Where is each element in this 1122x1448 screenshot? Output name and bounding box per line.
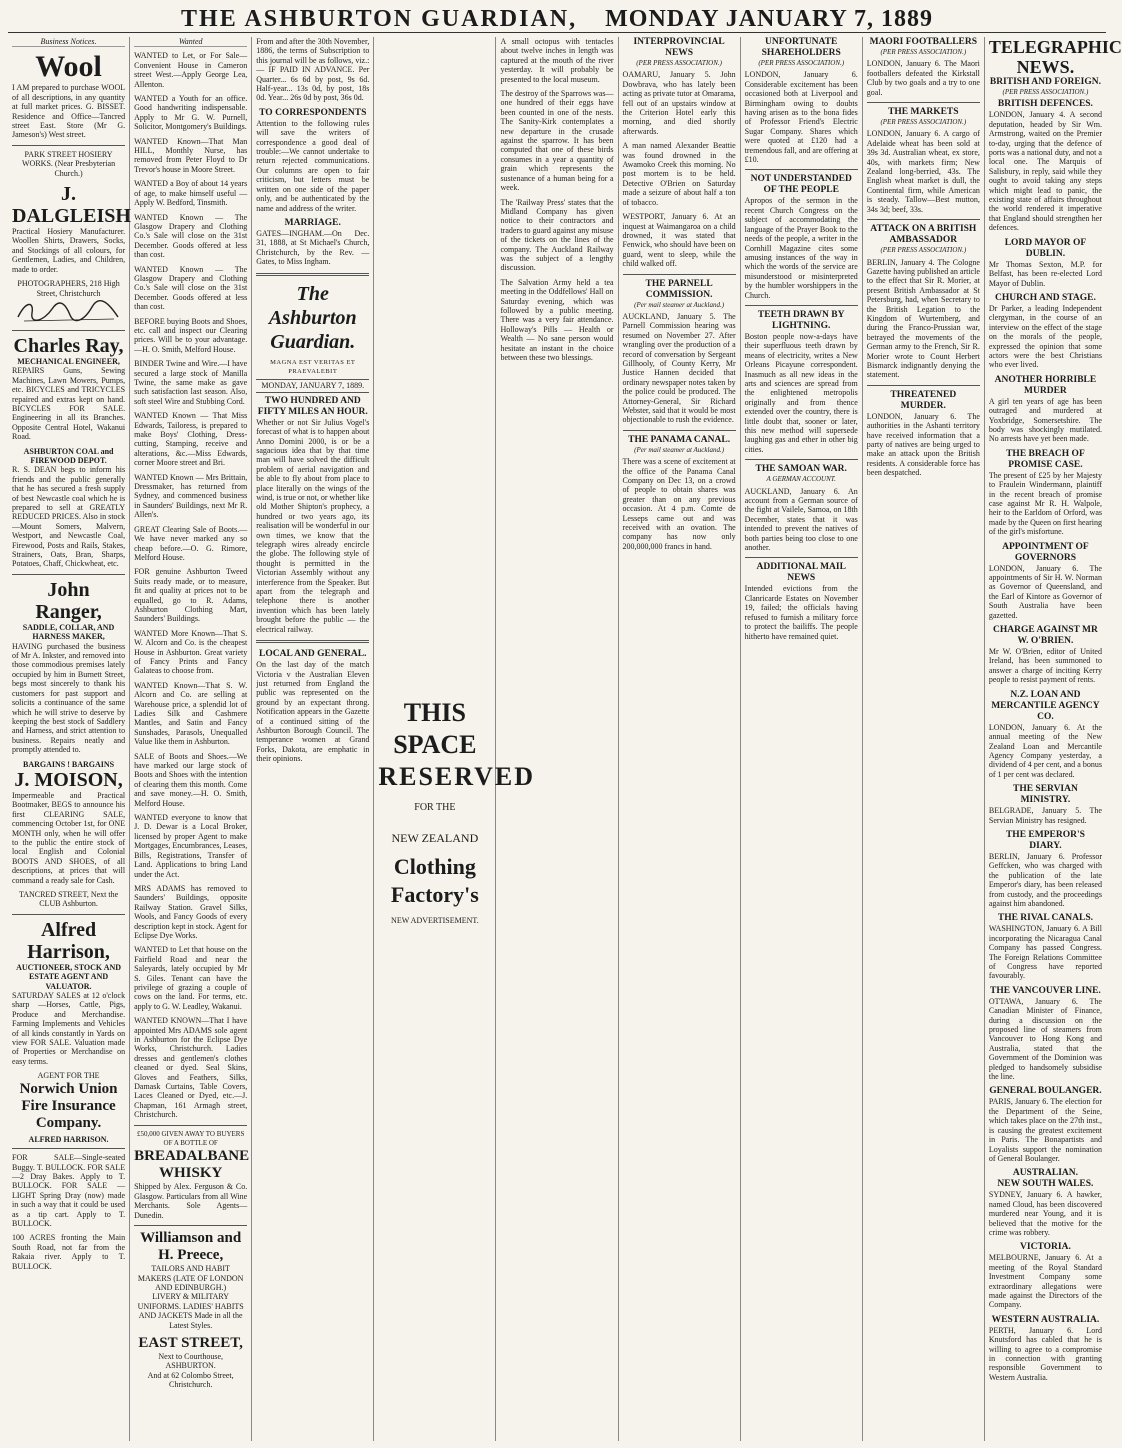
wanted-ad: MRS ADAMS has removed to Saunders' Buildings, opposite Railway Station. Gravel Silks, Wools, and Fancy Goods of every description kept in stock. Agent for Eclipse Dye Works.	[134, 883, 248, 940]
mayor-text: Mr Thomas Sexton, M.P. for Belfast, has been re-elected Lord Mayor of Dublin.	[988, 259, 1102, 288]
western-head: WESTERN AUSTRALIA.	[991, 1314, 1100, 1325]
whisky-ad: Shipped by Alex. Ferguson & Co. Glasgow. Particulars from all Wine Merchants. Sole Agents—Dunedin.	[134, 1182, 248, 1220]
column-9	[985, 37, 1122, 1441]
additional-text: Intended evictions from the Clanricarde Estates on November 19, failed; the officials having refused to furnish a military force to protect the bailiffs. The people hitherto have remained quiet.	[744, 584, 858, 641]
wanted-ad: WANTED Known—That Man HILL, Monthly Nurse, has removed from Peter Floyd to Dr Trevor's house in Moore Street.	[134, 136, 248, 174]
samoan-sub: A GERMAN ACCOUNT.	[766, 475, 836, 484]
divider	[134, 1225, 247, 1226]
ranger-name: John Ranger,	[35, 578, 102, 623]
reserved-line-3: FOR THE	[414, 802, 456, 813]
reserved-line-2: RESERVED	[378, 762, 536, 791]
local-text: On the last day of the match Victoria v the Australian Eleven just returned from England the public was represented on the ground by an expectant throng. Notification appears in the Gazette of a continued sitting of the Ashburton Borough Council. The temperance women at Grand Forks, Dakota, are emphatic in their opinions.	[256, 660, 370, 764]
wanted-ad: WANTED Known — That Miss Edwards, Tailoress, is prepared to make Boys' Clothing, Dress-cutting, Stamping, receive and alterations, &c.—Miss Edwards, corner Moore street and Bri.	[134, 411, 248, 468]
interprovincial-text: OAMARU, January 5. John Dowbrava, who has lately been acting as private tutor at Omarama, fell out of an upstairs window at the Criterion Hotel early this morning, and died shortly afterwards.	[622, 70, 736, 136]
wanted-ad: FOR genuine Ashburton Tweed Suits ready made, or to measure, fit and quality at prices not to be equalled, go to R. Adams, Ashburton Clothing Mart, Saunders' Buildings.	[134, 567, 248, 624]
harrison-footer: ALFRED HARRISON.	[28, 1134, 109, 1144]
wanted-ad: WANTED Known — Mrs Brittain, Dressmaker, has returned from Sydney, and commenced business in Saunders' Buildings, next Mr R. Allen's.	[134, 472, 248, 520]
sparrows-news: The destroy of the Sparrows was—one hundred of their eggs have been counted in one of the nests. The Sanity-Kirk contemplates a new departure in the crusade against the sparrow. It has been computed that one of these birds consumes in a year a quantity of grain which represents the sustenance of a human being for a week.	[500, 89, 614, 193]
wool-title: Wool	[35, 50, 102, 84]
threat-head: THREATENED MURDER.	[890, 389, 957, 411]
divider	[12, 1148, 125, 1149]
column-7	[741, 37, 863, 1441]
charge-head: CHARGE AGAINST MR W. O'BRIEN.	[992, 625, 1098, 647]
dalgleish-name: J. DALGLEISH	[12, 183, 131, 228]
divider	[12, 145, 125, 146]
paper-date: MONDAY, JANUARY 7, 1889.	[256, 379, 369, 392]
wanted-ad: WANTED More Known—That S. W. Alcorn and Co. is the cheapest House in Ashburton. Great variety of Fancy Prints and Fancy Galateas to choose from.	[134, 628, 248, 676]
diary-head: THE EMPEROR'S DIARY.	[1005, 829, 1085, 851]
divider	[12, 574, 125, 575]
masthead	[8, 6, 1106, 33]
wanted-ad: WANTED everyone to know that J. D. Dewar is a Local Broker, licensed by proper Agent to make Mortgages, Encumbrances, Leases, Bills, Registrations, Transfer of Land. Applications to bring Land under the Act.	[134, 813, 248, 879]
charge-text: Mr W. O'Brien, editor of United Ireland, has been summoned to answer a charge of inciting Kerry people to resist payment of rents.	[988, 647, 1102, 685]
attack-head: ATTACK ON A BRITISH AMBASSADOR	[870, 224, 977, 246]
wanted-ad: WANTED Known — The Glasgow Drapery and Clothing Co.'s Sale will close on the 31st December. Goods offered at less than cost.	[134, 212, 248, 260]
markets-sub: (PER PRESS ASSOCIATION.)	[880, 118, 967, 127]
photographers-ad: PHOTOGRAPHERS, 218 High Street, Christchurch	[17, 279, 120, 298]
divider	[867, 385, 980, 386]
ranger-ad: HAVING purchased the business of Mr A. Inkster, and removed into those commodious premises lately occupied by him in Burnett Street, begs most sincerely to thank his customers for past support and solicits a continuance of the same which he will strive to deserve by keeping the best stock of Saddlery and Harness, and strict attention to business. Repairs neatly and promptly attended to.	[12, 641, 126, 755]
western-text: PERTH, January 6. Lord Knutsford has cabled that he is willing to agree to a compromise in connection with granting responsible Government to Western Australia.	[988, 1325, 1102, 1382]
nsw-text: SYDNEY, January 6. A hawker, named Cloud, has been discovered murdered near Young, and it is believed that the motive for the crime was robbery.	[988, 1190, 1102, 1237]
column-header: Business Notices.	[12, 37, 125, 47]
telegraphic-title: TELEGRAPHIC NEWS.	[988, 37, 1122, 77]
vancouver-text: OTTAWA, January 6. The Canadian Minister of Finance, during a discussion on the proposed line of steamers from Vancouver to Hong Kong and Australia, stated that the Government of the Dominion was pledged to handsomely subsidise the line.	[988, 996, 1102, 1082]
ray-name: Charles Ray,	[13, 334, 124, 357]
servian-head: THE SERVIAN MINISTRY.	[1012, 784, 1078, 806]
divider	[134, 1125, 247, 1126]
coal-head: ASHBURTON COAL and FIREWOOD DEPOT.	[23, 446, 114, 465]
parnell-text: AUCKLAND, January 5. The Parnell Commission hearing was resumed on November 27. After wrangling over the production of a record of conversation by Sergeant Gillhooly, of County Kerry, Mr Justice Hannen decided that ordinary newspaper notes taken by the police could be produced. The Attorney-General, Sir Richard Webster, said that it would be most objectionable to rush the evidence.	[622, 311, 736, 425]
column-8	[863, 37, 985, 1441]
football-text: LONDON, January 6. The Maori footballers defeated the Kirkstall Club by two goals and a try to one goal.	[866, 59, 980, 97]
divider	[745, 459, 858, 460]
divider	[256, 640, 369, 643]
canals-head: THE RIVAL CANALS.	[997, 913, 1093, 924]
parnell-sub: (Per mail steamer at Auckland.)	[634, 300, 725, 309]
divider	[745, 169, 858, 170]
panama-text: There was a scene of excitement at the office of the Panama Canal Company on Dec 13, on a crowd of people to obtain shares was greater than on any previous occasion. At 4 p.m. Comte de Lesseps came out and was received with an ovation. The company has now only 200,000,000 francs in hand.	[622, 457, 736, 551]
ranger-trade: SADDLE, COLLAR, AND HARNESS MAKER,	[22, 622, 115, 642]
harrison-ad: SATURDAY SALES at 12 o'clock sharp —Horses, Cattle, Pigs, Produce and Merchandise. Farming Implements and Vehicles of all kinds constantly in Yards on view FOR SALE. Valuation made of Properties or Merchandise on easy terms.	[12, 991, 126, 1066]
williamson-trade: TAILORS AND HABIT MAKERS (LATE OF LONDON AND EDINBURGH.)	[137, 1264, 244, 1292]
moison-ad: Impermeable and Practical Bootmaker, BEGS to announce his first CLEARING SALE, commencing October 1st, for ONE MONTH only, when he will offer to the public the entire stock of local English and Colonial BOOTS AND SHOES, of all descriptions, at prices that will command a ready sale for Cash.	[12, 790, 126, 885]
column-4	[374, 37, 536, 1441]
governors-head: APPOINTMENT OF GOVERNORS	[1002, 541, 1089, 563]
divider	[623, 430, 736, 431]
australian-head: AUSTRALIAN.	[1012, 1168, 1079, 1179]
hosiery-head: PARK STREET HOSIERY WORKS. (Near Presbyterian Church.)	[22, 149, 116, 178]
railway-news: The 'Railway Press' states that the Midland Company has given notice to their contractors and traders to guard against any misuse of the tickets on the lines of the company. The Auckland Railway was the subject of a lengthy discussion.	[500, 197, 614, 273]
divider	[745, 305, 858, 306]
williamson-ad: LIVERY & MILITARY UNIFORMS. LADIES' HABITS AND JACKETS Made in all the Latest Styles.	[137, 1292, 244, 1330]
wanted-ad: WANTED to Let, or For Sale—Convenient House in Cameron street West.—Apply George Lea, Allenton.	[134, 51, 248, 89]
column-1	[8, 37, 130, 1441]
wanted-ad: WANTED a Boy of about 14 years of age, to make himself useful — Apply W. Bedford, Tinsmith.	[134, 179, 248, 208]
telegraphic-press: (PER PRESS ASSOCIATION.)	[1002, 88, 1089, 96]
column-header: Wanted	[134, 37, 247, 47]
murder-head: ANOTHER HORRIBLE MURDER	[994, 374, 1097, 396]
paper-name: The Ashburton Guardian.	[268, 282, 357, 353]
reserved-line-4: NEW ZEALAND	[391, 831, 479, 845]
divider	[12, 330, 125, 331]
agent-head: AGENT FOR THE	[37, 1071, 100, 1081]
wanted-ad: BEFORE buying Boots and Shoes, etc. call and inspect our Clearing prices. Will be to your advantage.—H. O. Smith, Melford House.	[134, 316, 248, 354]
teeth-head: TEETH DRAWN BY LIGHTNING.	[757, 309, 845, 331]
columns	[8, 37, 1122, 1441]
attack-text: BERLIN, January 4. The Cologne Gazette having published an article to the effect that Sir R. Morier, at present British Ambassador at St Petersburg, had, when Secretary to the British Legation to the Kingdom of Wurtemberg, and during the Franco-Prussian war, betrayed the movements of the German army to the French, Sir R. Morier wrote to Count Herbert Bismarck indignantly denying the statement.	[866, 257, 980, 380]
victoria-text: MELBOURNE, January 6. At a meeting of the Royal Standard Investment Company some extraordinary allegations were made against the Directors of the Company.	[988, 1253, 1102, 1310]
murder-text: A girl ten years of age has been outraged and murdered at Yoxbridge, Somersetshire. The body was shockingly mutilated. No arrests have yet been made.	[988, 396, 1102, 444]
divider	[867, 102, 980, 103]
subscription-terms: From and after the 30th November, 1886, the terms of Subscription to this journal will be as follows, viz.:— IF PAID IN ADVANCE. Per Quarter... 6s 6d by post, 9s 6d. Half-year... 13s 0d, by post, 18s 0d. Year... 26s 0d by post, 36s 0d.	[256, 37, 370, 103]
canals-text: WASHINGTON, January 6. A Bill incorporating the Nicaragua Canal Company has passed Congress. The Foreign Relations Committee of Congress have reported favourably.	[988, 924, 1102, 981]
telegraphic-sub: BRITISH AND FOREIGN.	[989, 77, 1101, 87]
governors-text: LONDON, January 6. The appointments of Sir H. W. Norman as Governor of Queensland, and the Earl of Kintore as Governor of South Australia have been gazetted.	[988, 563, 1102, 620]
east-street: EAST STREET,	[138, 1334, 243, 1351]
williamson-name: Williamson and H. Preece,	[140, 1230, 242, 1264]
dalgleish-ad: Practical Hosiery Manufacturer. Woollen Shirts, Drawers, Socks, and Stockings of all colours, for Gentlemen, Ladies, and Children, made to order.	[12, 227, 126, 274]
norwich-name: Norwich Union Fire Insurance Company.	[19, 1080, 118, 1131]
boulanger-head: GENERAL BOULANGER.	[989, 1086, 1102, 1097]
interprovincial-text: WESTPORT, January 6. At an inquest at Waimangaroa on a child drowned, it was stated that Fenwick, who should have been on guard, went to sleep, while the child walked off.	[622, 212, 736, 269]
defences-text: LONDON, January 4. A second deputation, headed by Sir Wm. Armstrong, waited on the Premier to-day, urging that the defence of ports was a national duty, and not a local one. The Marquis of Salisbury, in reply, said while they ought to avoid taking any steps which might lead to panic, the existing state of affairs throughout the world rendered it imperative that England should strengthen her defences.	[988, 110, 1102, 233]
nsw-head: NEW SOUTH WALES.	[997, 1179, 1094, 1190]
additional-head: ADDITIONAL MAIL NEWS	[756, 562, 846, 584]
wanted-ad: GREAT Clearing Sale of Boots.—We have never marked any so cheap before.—O. G. Rimore, Melford House.	[134, 524, 248, 562]
samoan-text: AUCKLAND, January 6. An account from a German source of the fight at Vailele, Samoa, on 18th December, states that it was intended to prevent the natives of both parties being too close to one another.	[744, 486, 858, 553]
church-text: Dr Parker, a leading Independent clergyman, in the course of an interview on the effect of the stage on the morals of the people, expressed the opinion that some actors were the best Christians who ever lived.	[988, 303, 1102, 370]
east-sub: Next to Courthouse, ASHBURTON.	[158, 1351, 223, 1371]
people-head: NOT UNDERSTANDED OF THE PEOPLE	[750, 174, 852, 196]
victoria-head: VICTORIA.	[1020, 1242, 1071, 1253]
reserved-line-5: Clothing Factory's	[390, 854, 479, 907]
masthead-title: THE ASHBURTON GUARDIAN,	[181, 6, 578, 32]
divider	[867, 219, 980, 220]
promise-text: The present of £25 by her Majesty to Fraulein Windermann, plaintiff in the recent breach of promise case against Mr R. H. Walpole, heir to the Earldom of Orford, was made by the Queen on first hearing of the girl's misfortune.	[988, 470, 1102, 537]
marriage-text: GATES—INGHAM.—On Dec. 31, 1888, at St Michael's Church, Christchurch, by the Rev. — Gates, to Miss Ingham.	[256, 228, 370, 267]
wool-ad: I AM prepared to purchase WOOL of all descriptions, in any quantity at full market prices. G. BISSET. Residence and Office—Tancred street East. Store (Mr G. Jameson's) West street.	[12, 83, 126, 140]
bullock-ad: FOR SALE—Single-seated Buggy. T. BULLOCK. FOR SALE—2 Dray Bakes. Apply to T. BULLOCK. FOR SALE — LIGHT Spring Dray (now) made in such a way that it could be used as a tip cart. Apply to T. BULLOCK.	[12, 1153, 126, 1228]
people-text: Apropos of the sermon in the recent Church Congress on the subject of accommodating the language of the Prayer Book to the needs of the people, a writer in the Cornhill Magazine cites some amusing instances of the way in which the words of the service are misunderstood or misinterpreted by the humbler worshippers in the Church.	[744, 196, 858, 300]
whisky-head: £50,000 GIVEN AWAY TO BUYERS OF A BOTTLE OF	[136, 1129, 245, 1148]
diary-text: BERLIN, January 6. Professor Geffcken, who was charged with the publication of the late Emperor's diary, has been released from custody, and the proceedings against him abandoned.	[988, 851, 1102, 908]
interprovincial-sub: (PER PRESS ASSOCIATION.)	[636, 59, 722, 67]
ray-ad: REPAIRS Guns, Sewing Machines, Lawn Mowers, Pumps, etc. BICYCLES and TRICYCLES repaired and extras kept on hand. BICYCLES FOR SALE. Engineering in all its Branches. Opposite Central Hotel, Wakanui Road.	[12, 366, 126, 442]
parnell-head: THE PARNELL COMMISSION.	[645, 278, 713, 300]
correspondents-text: Attention to the following rules will save the writers of correspondence a good deal of trouble:—We cannot undertake to return rejected communications. Our columns are open to fair criticism, but letters must be written on one side of the paper only, and be authenticated by the name and address of the writer.	[256, 118, 370, 213]
markets-text: LONDON, January 6. A cargo of Adelaide wheat has been sold at 39s 3d. Australian wheat, ex store, 40s, with markets firm; New Zealand long-berried, 43s. The English wheat market is dull, the Continental firm, while American is steady. Tallow—Best mutton, 34s 3d; beef, 33s.	[866, 129, 980, 214]
column-5	[496, 37, 618, 1441]
football-sub: (PER PRESS ASSOCIATION.)	[880, 48, 967, 56]
samoan-head: THE SAMOAN WAR.	[755, 464, 847, 475]
coal-ad: R. S. DEAN begs to inform his friends and the public generally that he has secured a fresh supply of best Newcastle coal which he is prepared to sell at GREATLY REDUCED PRICES. Also in stock—Mount Somers, Malvern, Westport, and Newcastle Coal, Firewood, Posts and Rails, Stakes, Strainers, Oats, Bran, Sharps, Potatoes, Chaff, Chickwheat, etc.	[12, 465, 126, 569]
teeth-text: Boston people now-a-days have their superfluous teeth drawn by means of electricity, writes a New Orleans Picayune correspondent. Inasmuch as all new ideas in the arts and sciences are spread from the enlightened metropolis originally and from thence extended over the country, there is little doubt that, sooner or later, this new method will supersede laughing gas and ether in other big cities.	[744, 331, 858, 454]
wanted-ad: WANTED Known—That S. W. Alcorn and Co. are selling at Warehouse price, a splendid lot of Ladies Silk and Cashmere Mantles, and Satin and Fancy Sunshades, Parasols, Unequalled Value like them in Ashburton.	[134, 680, 248, 747]
paper-motto: MAGNA EST VERITAS ET PRAEVALEBIT	[270, 358, 356, 375]
shareholders-sub: (PER PRESS ASSOCIATION.)	[758, 59, 845, 67]
threat-text: LONDON, January 6. The authorities in the Ashanti territory have received information that a party of natives are being urged to make an attack upon the British residents. A considerable force has been despatched.	[866, 411, 980, 478]
reserved-line-6: NEW ADVERTISEMENT.	[391, 916, 479, 925]
shareholders-head: UNFORTUNATE SHAREHOLDERS	[761, 37, 841, 58]
wanted-ad: BINDER Twine and Wire.—I have secured a large stock of Manilla Twine, the same make as gave such satisfaction last season. Also, soft steel Wire and Stubbing Cord.	[134, 359, 248, 406]
panama-sub: (Per mail steamer at Auckland.)	[634, 445, 725, 454]
shareholders-text: LONDON, January 6. Considerable excitement has been occasioned both at Liverpool and Birmingham owing to doubts having arisen as to the bona fides of Professor Friend's Electric Sugar Company. Shares which were quoted at £120 had a tremendous fall, and are offering at £10.	[744, 70, 858, 165]
lead-head: TWO HUNDRED AND FIFTY MILES AN HOUR.	[257, 395, 368, 417]
tancred-head: TANCRED STREET, Next the CLUB Ashburton.	[18, 890, 119, 909]
promise-head: THE BREACH OF PROMISE CASE.	[1006, 448, 1085, 470]
column-3	[252, 37, 374, 1441]
signature-logo	[12, 298, 125, 326]
divider	[256, 273, 369, 276]
correspondents-head: TO CORRESPONDENTS	[259, 107, 367, 118]
lead-text: Whether or not Sir Julius Vogel's forecast of what is to happen about Anno Domini 2000, is or be a sagacious idea that by that time man will have solved the difficult problem of aerial navigation and be able to fly about from place to place literally on the wings of the wind, is true or not, or whether like old Mother Shipton's prophecy, a hundred or two years ago, its realisation will be wonderful in our own times, we know that the telegraph wires already encircle the globe. The following style of thought is permitted in the Victorian Assembly without any interference from the Speaker. But apart from the telegraph and telephone there is another invention which has been lately brought before the public — the electrical railway.	[256, 417, 370, 634]
attack-sub: (PER PRESS ASSOCIATION.)	[880, 246, 967, 255]
reserved-space-ad	[378, 697, 536, 933]
nzloan-text: LONDON, January 6. At the annual meeting of the New Zealand Loan and Mercantile Agency Company yesterday, a dividend of 4 per cent, and a bonus of 1 per cent was declared.	[988, 722, 1102, 779]
salvation-news: The Salvation Army held a tea meeting in the Oddfellows' Hall on Saturday evening, which was followed by a public meeting. There was a very fair attendance. Holloway's Pills — Health or Wealth — No sane person would hesitate an instant in the choice between these two blessings.	[500, 277, 614, 362]
wanted-ad: WANTED a Youth for an office. Good handwriting indispensable. Apply to Mr G. W. Purnell, Solicitor, Montgomery's Buildings.	[134, 94, 248, 132]
nzloan-head: N.Z. LOAN AND MERCANTILE AGENCY CO.	[991, 689, 1100, 722]
wanted-ad: WANTED to Let that house on the Fairfield Road and near the Saleyards, lately occupied by Mr S. Giles. Tenant can have the privilege of grazing a couple of cows on the land. For terms, etc. apply to G. W. Leadley, Wakanui.	[134, 945, 248, 1011]
church-head: CHURCH AND STAGE.	[994, 292, 1096, 303]
boulanger-text: PARIS, January 6. The election for the Department of the Seine, which takes place on the 27th inst., is causing the greatest excitement in Paris. The Bonapartists and Loyalists support the nomination of General Boulanger.	[988, 1097, 1102, 1163]
divider	[623, 274, 736, 275]
interprovincial-head: INTERPROVINCIAL NEWS	[633, 37, 725, 58]
column-2	[130, 37, 252, 1441]
interprovincial-text: A man named Alexander Beattie was found drowned in the Awamoko Creek this morning. No post mortem is to be held. Detective O'Brien on Saturday made a seizure of about half a ton of tobacco.	[622, 141, 736, 207]
markets-head: THE MARKETS	[888, 107, 959, 118]
east-footer: And at 62 Colombo Street, Christchurch.	[147, 1370, 234, 1390]
mayor-head: LORD MAYOR OF DUBLIN.	[1004, 237, 1087, 259]
harrison-trade: AUCTIONEER, STOCK AND ESTATE AGENT AND VALUATOR.	[16, 962, 122, 991]
wanted-ad: WANTED Known — The Glasgow Drapery and Clothing Co.'s Sale will close on the 31st December. Goods offered at less than cost.	[134, 264, 248, 312]
marriage-head: MARRIAGE.	[284, 217, 341, 228]
harrison-name: Alfred Harrison,	[27, 918, 110, 963]
ray-trade: MECHANICAL ENGINEER,	[17, 356, 120, 366]
divider	[745, 557, 858, 558]
wanted-ad: SALE of Boots and Shoes.—We have marked our large stock of Boots and Shoes with the intention of clearing them this month. Come and save money.—H. O. Smith, Melford House.	[134, 751, 248, 808]
reserved-line-1: THIS SPACE	[393, 698, 477, 759]
wanted-ad: WANTED KNOWN—That I have appointed Mrs ADAMS sole agent in Ashburton for the Eclipse Dye Works, Christchurch. Ladies dresses and gentlemen's clothes cleaned or dyed. Seal Skins, Gloves and Feathers, Silks, Damask Curtains, Table Covers, Laces Cleaned or Dyed, etc.—J. Chapman, 161 Armagh street, Christchurch.	[134, 1016, 248, 1120]
octopus-news: A small octopus with tentacles about twelve inches in length was captured at the mouth of the river yesterday. It will probably be presented to the local museum.	[500, 37, 614, 84]
vancouver-head: THE VANCOUVER LINE.	[990, 985, 1101, 996]
defences-head: BRITISH DEFENCES.	[997, 99, 1093, 110]
football-head: MAORI FOOTBALLERS	[869, 37, 978, 47]
acres-ad: 100 ACRES fronting the Main South Road, not far from the Rakaia river. Apply to T. BULLOCK.	[12, 1233, 126, 1271]
masthead-date: MONDAY JANUARY 7, 1889	[605, 6, 933, 32]
moison-name: J. MOISON,	[14, 768, 123, 791]
servian-text: BELGRADE, January 5. The Servian Ministry has resigned.	[988, 806, 1102, 825]
panama-head: THE PANAMA CANAL.	[628, 434, 731, 445]
local-head: LOCAL AND GENERAL.	[259, 649, 367, 660]
bargains-head: BARGAINS ! BARGAINS	[22, 759, 115, 769]
divider	[12, 914, 125, 915]
whisky-name: BREADALBANE WHISKY	[134, 1148, 250, 1182]
column-6	[619, 37, 741, 1441]
